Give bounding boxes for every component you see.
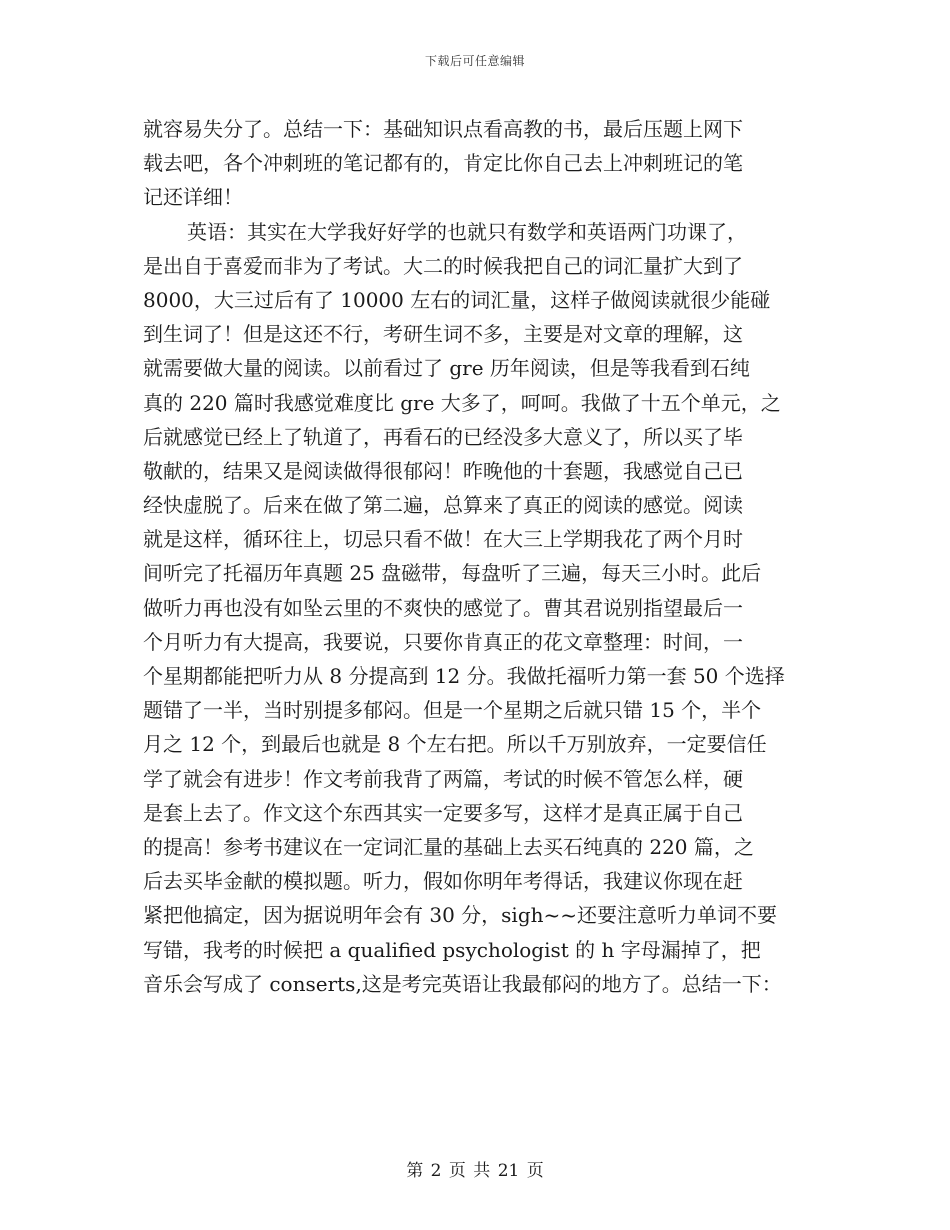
text-line: 音乐会写成了 conserts,这是考完英语让我最郁闷的地方了。总结一下：	[143, 971, 782, 996]
page-header: 下载后可任意编辑	[424, 54, 525, 68]
text-line: 间听完了托福历年真题 25 盘磁带，每盘听了三遍，每天三小时。此后	[143, 561, 762, 586]
text-line: 经快虚脱了。后来在做了第二遍，总算来了真正的阅读的感觉。阅读	[143, 493, 743, 518]
text-line: 的提高！参考书建议在一定词汇量的基础上去买石纯真的 220 篇，之	[143, 834, 754, 859]
text-line: 题错了一半，当时别提多郁闷。但是一个星期之后就只错 15 个，半个	[143, 698, 762, 723]
text-line: 学了就会有进步！作文考前我背了两篇，考试的时候不管怎么样，硬	[143, 766, 743, 791]
text-line: 记还详细！	[143, 185, 243, 210]
text-line: 个星期都能把听力从 8 分提高到 12 分。我做托福听力第一套 50 个选择	[143, 664, 785, 688]
text-line: 紧把他搞定，因为据说明年会有 30 分，sigh~~还要注意听力单词不要	[143, 903, 778, 928]
text-line: 就需要做大量的阅读。以前看过了 gre 历年阅读，但是等我看到石纯	[143, 356, 750, 381]
text-line: 载去吧，各个冲刺班的笔记都有的，肯定比你自己去上冲刺班记的笔	[143, 151, 743, 176]
text-line: 就是这样，循环往上，切忌只看不做！在大三上学期我花了两个月时	[143, 527, 743, 552]
text-line: 做听力再也没有如坠云里的不爽快的感觉了。曹其君说别指望最后一	[143, 595, 743, 620]
text-line: 后去买毕金献的模拟题。听力，假如你明年考得话，我建议你现在赶	[143, 869, 743, 894]
text-line: 就容易失分了。总结一下：基础知识点看高教的书，最后压题上网下	[143, 117, 743, 141]
text-line: 是套上去了。作文这个东西其实一定要多写，这样才是真正属于自己	[143, 800, 743, 825]
text-line: 是出自于喜爱而非为了考试。大二的时候我把自己的词汇量扩大到了	[143, 253, 743, 278]
page-number-footer: 第 2 页 共 21 页	[406, 1161, 544, 1181]
text-line: 敬献的，结果又是阅读做得很郁闷！昨晚他的十套题，我感觉自己已	[143, 458, 743, 483]
text-line: 到生词了！但是这还不行，考研生词不多，主要是对文章的理解，这	[143, 322, 743, 347]
text-line: 后就感觉已经上了轨道了，再看石的已经没多大意义了，所以买了毕	[143, 424, 743, 449]
text-line: 月之 12 个，到最后也就是 8 个左右把。所以千万别放弃，一定要信任	[143, 732, 767, 757]
paragraph-start-line: 英语：其实在大学我好好学的也就只有数学和英语两门功课了，	[187, 219, 747, 244]
text-line: 写错，我考的时候把 a qualified psychologist 的 h 字母漏掉了，把	[143, 937, 761, 962]
text-line: 真的 220 篇时我感觉难度比 gre 大多了，呵呵。我做了十五个单元，之	[143, 390, 781, 415]
document-body	[143, 112, 823, 1001]
text-line: 个月听力有大提高，我要说，只要你肯真正的花文章整理：时间，一	[143, 629, 743, 654]
text-line: 8000，大三过后有了 10000 左右的词汇量，这样子做阅读就很少能碰	[143, 287, 771, 312]
